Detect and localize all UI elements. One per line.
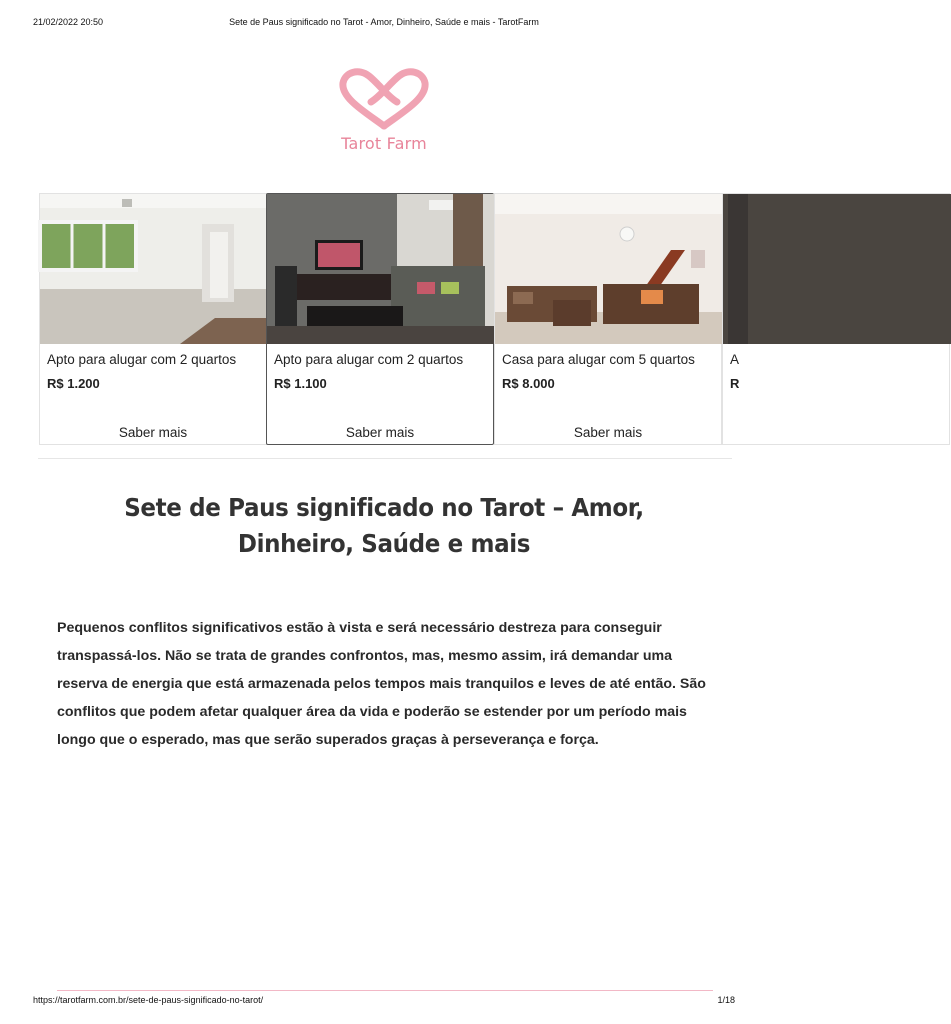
listing-photo (267, 194, 493, 344)
listing-photo (723, 194, 949, 344)
learn-more-link[interactable]: Saber mais (345, 425, 415, 440)
listing-photo (40, 194, 266, 344)
listing-photo (495, 194, 721, 344)
listing-card[interactable] (722, 193, 950, 445)
article-paragraph: Pequenos conflitos significativos estão à vista e será necessário destreza para conseguir transpassá-los. Não se trata de grandes confrontos, mas, mesmo assim, irá demandar uma reserva de energia que está armazenada pelos tempos mais tranquilos e leves de até então. São conflitos que podem afetar qualquer área da vida e poderão se estender por um período mais longo que o esperado, mas que serão superados graças à perseverança e força. (57, 620, 706, 748)
listing-card[interactable] (266, 193, 494, 445)
print-page-title: Sete de Paus significado no Tarot - Amor, Dinheiro, Saúde e mais - TarotFarm (229, 17, 539, 27)
listing-price: R$ 1.200 (47, 376, 100, 391)
page-url: https://tarotfarm.com.br/sete-de-paus-significado-no-tarot/ (33, 995, 264, 1005)
tarot-farm-logo[interactable] (321, 58, 447, 166)
print-header (0, 17, 768, 31)
listing-card[interactable] (494, 193, 722, 445)
listing-card[interactable] (39, 193, 267, 445)
print-datetime: 21/02/2022 20:50 (33, 17, 104, 27)
section-divider (38, 458, 732, 459)
listing-title: Apto para alugar com 2 quartos (47, 352, 237, 367)
learn-more-link[interactable]: Saber mais (118, 425, 188, 440)
listing-carousel[interactable] (39, 193, 740, 445)
footer-divider (57, 990, 713, 991)
logo-text: Tarot Farm (341, 134, 427, 153)
listing-title: Casa para alugar com 5 quartos (502, 352, 695, 367)
heart-logo-icon (335, 66, 433, 132)
listing-title: A (730, 352, 740, 367)
listing-price: R$ 8.000 (502, 376, 555, 391)
listing-title: Apto para alugar com 2 quartos (274, 352, 464, 367)
learn-more-link[interactable]: Saber mais (573, 425, 643, 440)
page-number: 1/18 (717, 995, 735, 1005)
listing-price: R (730, 376, 740, 391)
article-title: Sete de Paus significado no Tarot – Amor, Dinheiro, Saúde e mais (124, 493, 644, 558)
listing-price: R$ 1.100 (274, 376, 327, 391)
